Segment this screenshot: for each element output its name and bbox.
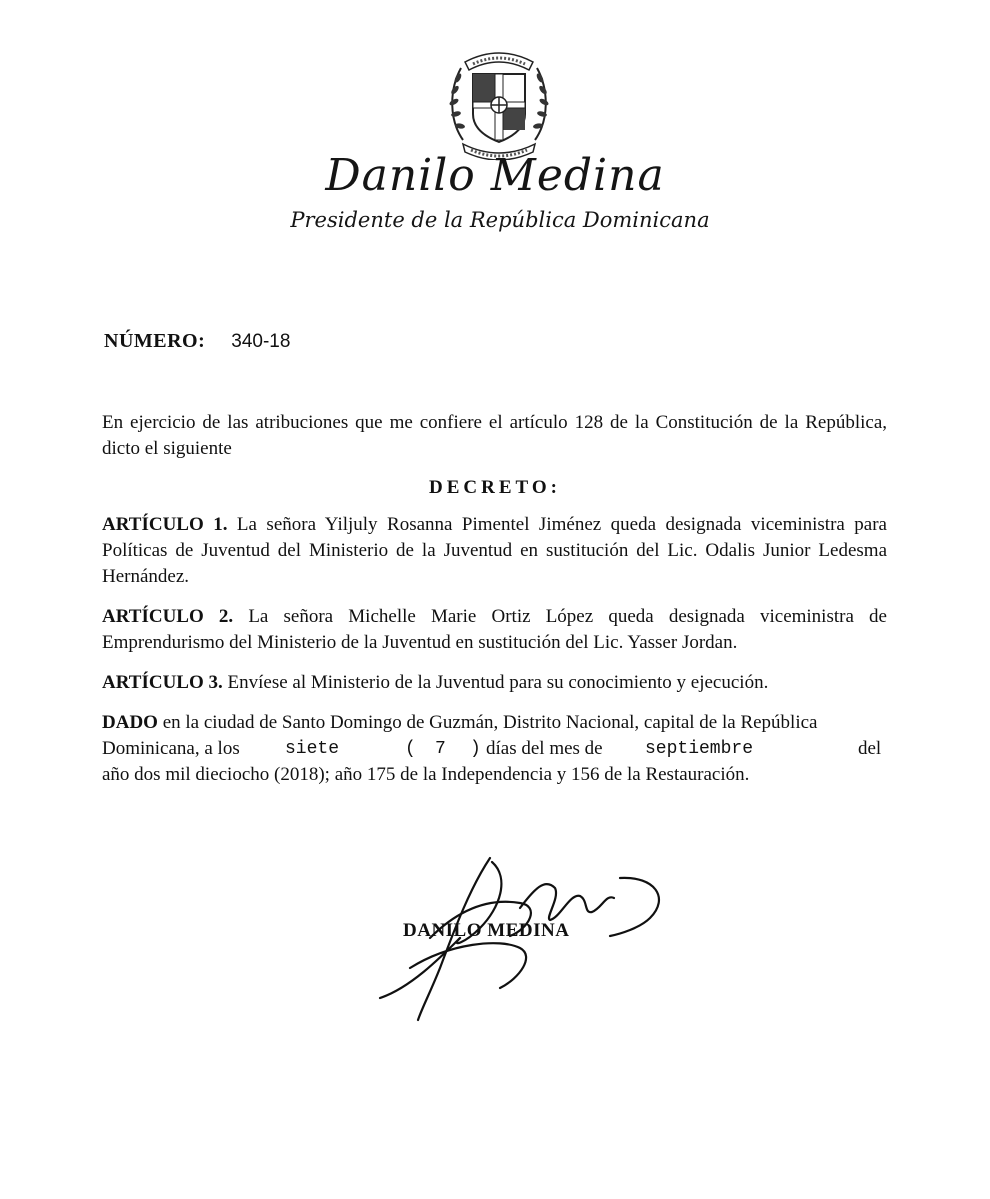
decree-number-line	[104, 330, 290, 353]
dado-line-1	[102, 710, 887, 736]
article-2	[102, 604, 887, 656]
dado-line-1-text: en la ciudad de Santo Domingo de Guzmán, Distrito Nacional, capital de la República	[162, 712, 818, 733]
president-title-header: Presidente de la República Dominicana	[290, 208, 710, 232]
dado-line-2-end: del	[858, 738, 882, 759]
president-name-header: Danilo Medina	[325, 150, 665, 201]
dado-line-3: año dos mil dieciocho (2018); año 175 de la Independencia y 156 de la Restauración.	[102, 764, 750, 785]
article-1-text: La señora Yiljuly Rosanna Pimentel Jiménez queda designada viceministra para Políticas de Juventud del Ministerio de la Juventud en sustitución del Lic. Odalis Junior Ledesma Hernández.	[102, 514, 887, 587]
article-1	[102, 512, 887, 590]
article-3	[102, 670, 887, 696]
article-2-text: La señora Michelle Marie Ortiz López queda designada viceministra de Emprendurismo del Ministerio de la Juventud en sustitución del Lic. Yasser Jordan.	[102, 606, 887, 653]
article-3-text: Envíese al Ministerio de la Juventud para su conocimiento y ejecución.	[227, 672, 769, 693]
day-number: 7	[435, 739, 446, 759]
decree-number-label: NÚMERO:	[104, 330, 206, 352]
signer-name: DANILO MEDINA	[403, 920, 570, 941]
article-1-label: ARTÍCULO 1.	[102, 514, 228, 535]
dado-line-2-prefix: Dominicana, a los	[102, 738, 240, 759]
dado-label: DADO	[102, 712, 158, 733]
article-3-label: ARTÍCULO 3.	[102, 672, 223, 693]
decree-number-value: 340-18	[231, 331, 291, 352]
day-text: siete	[285, 739, 340, 759]
coat-of-arms-icon	[443, 40, 555, 160]
dado-paragraph	[102, 710, 887, 788]
dado-line-2	[102, 736, 887, 762]
article-2-label: ARTÍCULO 2.	[102, 606, 234, 627]
day-open-paren: (	[405, 739, 416, 759]
intro-paragraph: En ejercicio de las atribuciones que me confiere el artículo 128 de la Constitución de la República, dicto el siguiente	[102, 412, 887, 459]
month-text: septiembre	[645, 739, 754, 759]
decree-heading: DECRETO:	[429, 477, 561, 498]
dado-line-2-mid: días del mes de	[486, 738, 603, 759]
day-close-paren: )	[470, 739, 481, 759]
